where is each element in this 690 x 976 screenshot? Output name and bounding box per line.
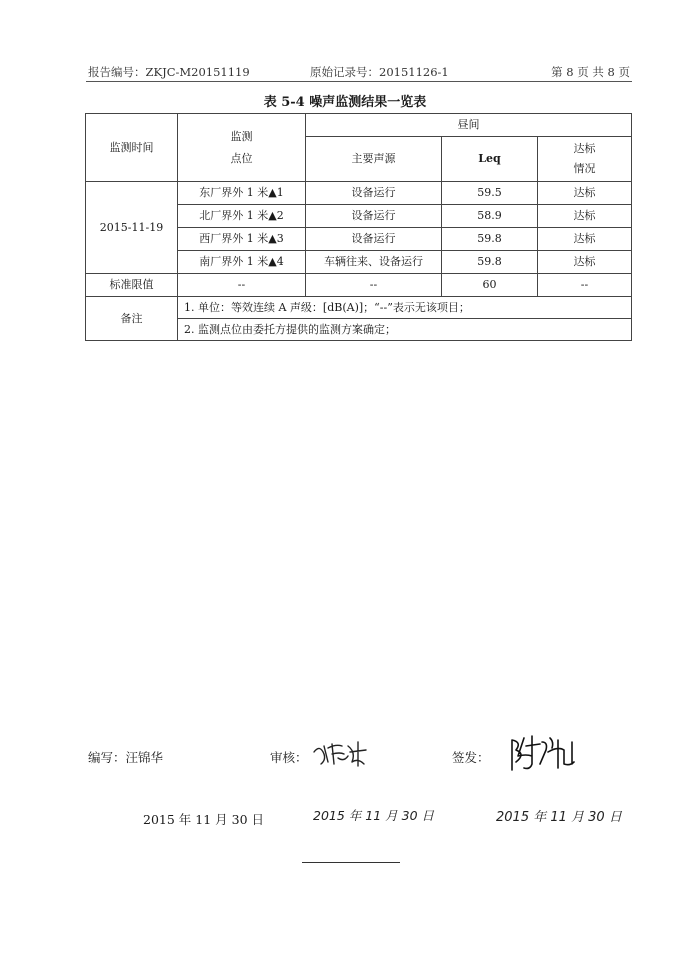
compiler-label: 编写：汪锦华 — [88, 750, 164, 765]
limit-row — [86, 274, 632, 297]
header-status — [538, 137, 632, 182]
record-number: 原始记录号：20151126-1 — [310, 65, 449, 79]
table-caption: 表 5-4 噪声监测结果一览表 — [263, 95, 427, 110]
reviewer-signature — [310, 738, 370, 770]
compiler-date: 2015 年 11 月 30 日 — [143, 812, 264, 827]
row-point: 北厂界外 1 米▲2 — [178, 205, 306, 228]
header-divider — [86, 81, 632, 82]
monitor-date: 2015-11-19 — [86, 182, 178, 274]
row-leq: 59.8 — [442, 251, 538, 274]
header-source: 主要声源 — [306, 137, 442, 182]
reviewer-label: 审核： — [270, 750, 308, 765]
row-leq: 59.5 — [442, 182, 538, 205]
row-point: 南厂界外 1 米▲4 — [178, 251, 306, 274]
row-status: 达标 — [538, 205, 632, 228]
limit-source: -- — [306, 274, 442, 297]
row-leq: 58.9 — [442, 205, 538, 228]
header-point-line1: 监测 — [230, 129, 253, 143]
row-source: 设备运行 — [306, 205, 442, 228]
header-status-line1: 达标 — [573, 142, 596, 155]
signature-row — [88, 740, 648, 780]
table-header-row — [86, 114, 632, 137]
row-source: 设备运行 — [306, 228, 442, 251]
issuer-date: 2015 年 11 月 30 日 — [496, 810, 622, 825]
row-status: 达标 — [538, 228, 632, 251]
page-header — [88, 64, 630, 82]
page-number: 第 8 页 共 8 页 — [551, 65, 630, 79]
report-number: 报告编号：ZKJC-M20151119 — [88, 65, 250, 79]
limit-status: -- — [538, 274, 632, 297]
issuer-signature — [506, 732, 586, 776]
noise-results-table — [85, 113, 632, 341]
table-row — [86, 182, 632, 205]
header-daytime: 昼间 — [306, 114, 632, 137]
limit-label: 标准限值 — [86, 274, 178, 297]
remark-label: 备注 — [86, 297, 178, 341]
row-source: 车辆往来、设备运行 — [306, 251, 442, 274]
header-point — [178, 114, 306, 182]
row-point: 东厂界外 1 米▲1 — [178, 182, 306, 205]
row-leq: 59.8 — [442, 228, 538, 251]
limit-point: -- — [178, 274, 306, 297]
row-status: 达标 — [538, 251, 632, 274]
row-source: 设备运行 — [306, 182, 442, 205]
footer-rule — [302, 862, 400, 863]
reviewer-date: 2015 年 11 月 30 日 — [313, 808, 434, 823]
header-status-line2: 情况 — [573, 162, 596, 175]
remark-line-1: 1. 单位：等效连续 A 声级：[dB(A)]；“--”表示无该项目； — [178, 297, 632, 319]
header-time: 监测时间 — [86, 114, 178, 182]
header-point-line2: 点位 — [230, 151, 253, 165]
remark-line-2: 2. 监测点位由委托方提供的监测方案确定； — [178, 319, 632, 341]
row-point: 西厂界外 1 米▲3 — [178, 228, 306, 251]
header-leq: Leq — [442, 137, 538, 182]
remark-row — [86, 297, 632, 319]
row-status: 达标 — [538, 182, 632, 205]
limit-leq: 60 — [442, 274, 538, 297]
issuer-label: 签发： — [452, 750, 490, 765]
